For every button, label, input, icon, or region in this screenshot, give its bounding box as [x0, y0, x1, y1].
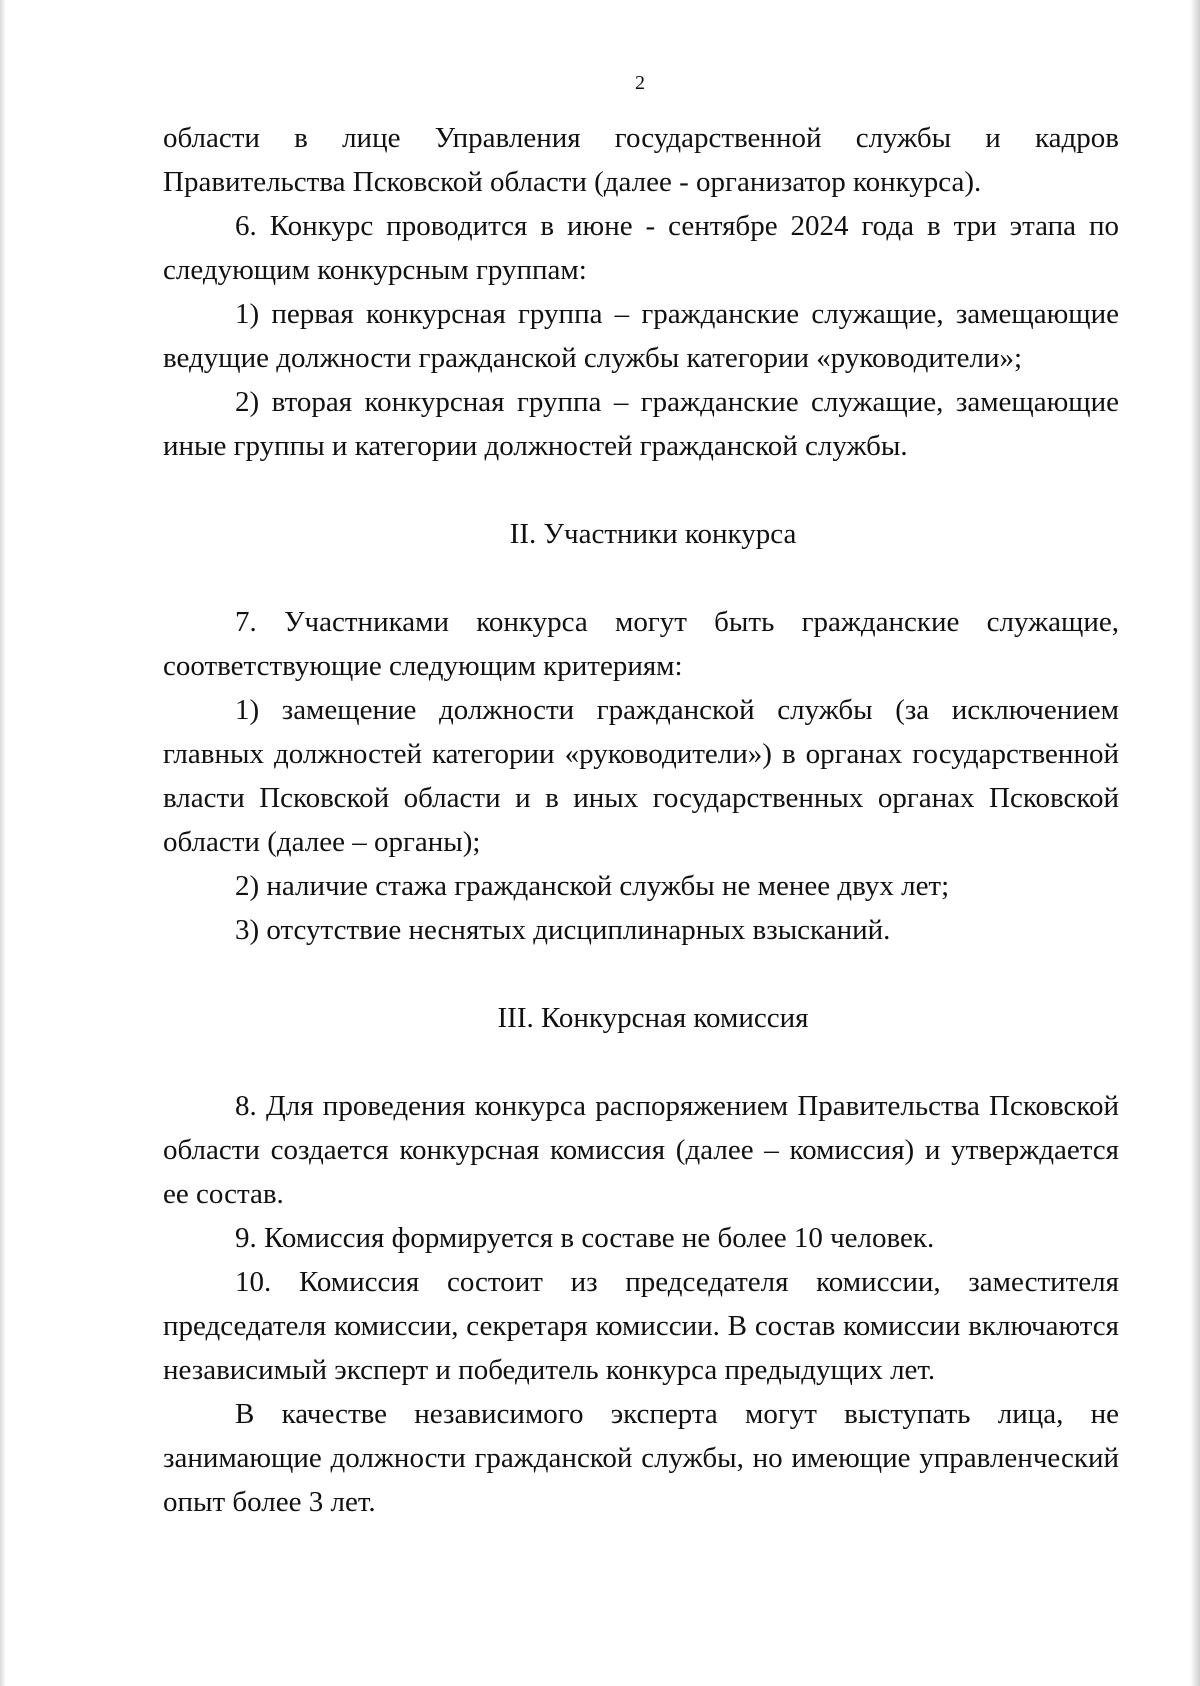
page-number: 2 — [635, 72, 645, 94]
scan-edge-left — [0, 0, 6, 1686]
document-body — [163, 116, 1119, 1524]
section-heading-participants: II. Участники конкурса — [509, 518, 797, 550]
paragraph-independent-expert: В качестве независимого эксперта могут выступать лица, не занимающие должности гражданской службы, но имеющие управленческий опыт более 3 лет. — [163, 1398, 1119, 1518]
section-heading-commission: III. Конкурсная комиссия — [497, 1002, 809, 1034]
paragraph-item-7-3: 3) отсутствие неснятых дисциплинарных взысканий. — [235, 914, 891, 946]
paragraph-item-7-1: 1) замещение должности гражданской службы (за исключением главных должностей категории «руководители») в органах государственной власти Псковской области и в иных государственных органах Псковской области (далее – органы); — [163, 694, 1119, 858]
paragraph-continuation-line-1: области в лице Управления государственной службы и кадров — [163, 122, 1119, 154]
paragraph-item-6: 6. Конкурс проводится в июне - сентябре 2024 года в три этапа по следующим конкурсным группам: — [163, 210, 1119, 286]
paragraph-item-7: 7. Участниками конкурса могут быть гражданские служащие, соответствующие следующим критериям: — [163, 606, 1119, 682]
scan-edge-right — [1190, 0, 1200, 1686]
paragraph-item-6-1: 1) первая конкурсная группа – гражданские служащие, замещающие ведущие должности гражданской службы категории «руководители»; — [163, 298, 1119, 374]
paragraph-item-8: 8. Для проведения конкурса распоряжением Правительства Псковской области создается конкурсная комиссия (далее – комиссия) и утверждается ее состав. — [163, 1090, 1119, 1210]
paragraph-item-6-2: 2) вторая конкурсная группа – гражданские служащие, замещающие иные группы и категории должностей гражданской службы. — [163, 386, 1119, 462]
paragraph-item-10: 10. Комиссия состоит из председателя комиссии, заместителя председателя комиссии, секретаря комиссии. В состав комиссии включаются независимый эксперт и победитель конкурса предыдущих лет. — [163, 1266, 1119, 1386]
paragraph-item-7-2: 2) наличие стажа гражданской службы не менее двух лет; — [235, 870, 950, 902]
paragraph-continuation-line-2: Правительства Псковской области (далее - организатор конкурса). — [163, 166, 982, 198]
paragraph-item-9: 9. Комиссия формируется в составе не более 10 человек. — [235, 1222, 935, 1254]
